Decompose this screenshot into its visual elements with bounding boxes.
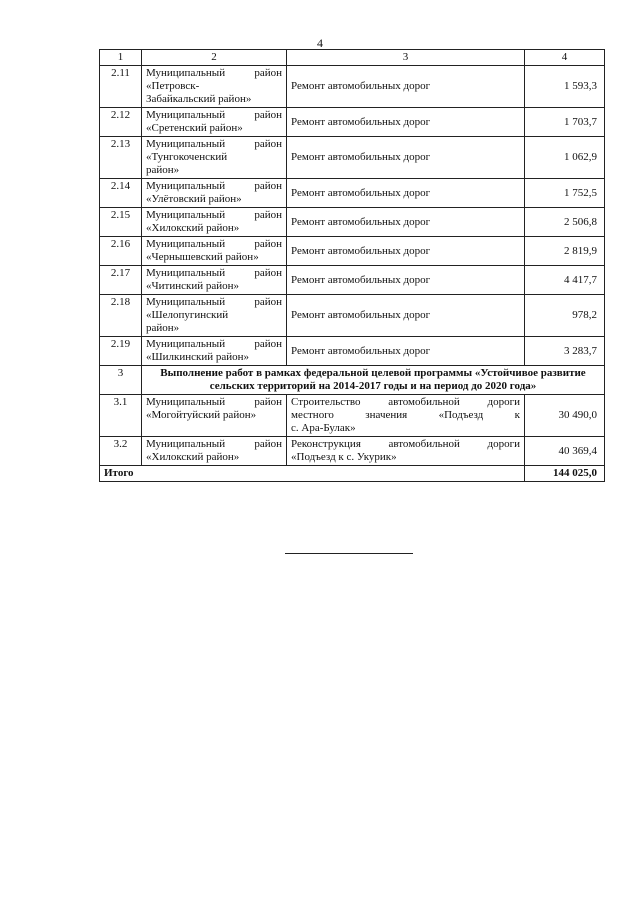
table-row <box>100 66 605 108</box>
district-line: район» <box>146 164 180 176</box>
table-row <box>100 295 605 337</box>
budget-table <box>99 49 605 482</box>
work-cell: Ремонт автомобильных дорог <box>287 237 525 266</box>
work-line: «Подъезд к с. Укурик» <box>291 451 397 463</box>
district-line: район» <box>146 322 180 334</box>
district-line: Муниципальный район <box>146 238 282 250</box>
district-line: Муниципальный район <box>146 296 282 308</box>
section-title: Выполнение работ в рамках федеральной целевой программы «Устойчивое развитие сельских территорий на 2014-2017 годы и на период до 2020 года» <box>142 366 605 395</box>
table-row <box>100 208 605 237</box>
row-number: 2.15 <box>100 208 142 237</box>
district-line: «Могойтуйский район» <box>146 409 257 421</box>
district-line: Муниципальный район <box>146 209 282 221</box>
district-cell <box>142 337 287 366</box>
district-line: Муниципальный район <box>146 338 282 350</box>
amount-cell: 2 819,9 <box>525 237 605 266</box>
work-cell: Ремонт автомобильных дорог <box>287 108 525 137</box>
district-cell <box>142 437 287 466</box>
header-cell: 4 <box>525 50 605 66</box>
table-row <box>100 266 605 295</box>
amount-cell: 30 490,0 <box>525 395 605 437</box>
work-line: Реконструкция автомобильной дороги <box>291 438 520 450</box>
district-cell <box>142 108 287 137</box>
table-header-row <box>100 50 605 66</box>
amount-cell: 1 703,7 <box>525 108 605 137</box>
work-line: Строительство автомобильной дороги <box>291 396 520 408</box>
district-line: «Хилокский район» <box>146 451 240 463</box>
work-cell <box>287 437 525 466</box>
work-cell: Ремонт автомобильных дорог <box>287 295 525 337</box>
district-cell <box>142 266 287 295</box>
district-line: «Чернышевский район» <box>146 251 259 263</box>
district-line: «Сретенский район» <box>146 122 243 134</box>
amount-cell: 2 506,8 <box>525 208 605 237</box>
table-row <box>100 137 605 179</box>
district-line: «Тунгокоченский <box>146 151 228 163</box>
total-row <box>100 466 605 482</box>
header-cell: 3 <box>287 50 525 66</box>
row-number: 2.16 <box>100 237 142 266</box>
row-number: 2.19 <box>100 337 142 366</box>
district-cell <box>142 179 287 208</box>
row-number: 2.14 <box>100 179 142 208</box>
district-line: Забайкальский район» <box>146 93 252 105</box>
row-number: 2.17 <box>100 266 142 295</box>
total-value: 144 025,0 <box>525 466 605 482</box>
row-number: 2.11 <box>100 66 142 108</box>
work-line: местного значения «Подъезд к <box>291 409 520 421</box>
district-line: Муниципальный район <box>146 267 282 279</box>
work-cell: Ремонт автомобильных дорог <box>287 208 525 237</box>
amount-cell: 3 283,7 <box>525 337 605 366</box>
district-cell <box>142 66 287 108</box>
row-number: 3.1 <box>100 395 142 437</box>
total-label: Итого <box>100 466 525 482</box>
district-line: Муниципальный район <box>146 109 282 121</box>
district-cell <box>142 208 287 237</box>
table-row <box>100 437 605 466</box>
district-line: «Петровск- <box>146 80 200 92</box>
district-line: Муниципальный район <box>146 138 282 150</box>
district-line: «Улётовский район» <box>146 193 242 205</box>
table-row <box>100 337 605 366</box>
district-cell <box>142 137 287 179</box>
work-cell: Ремонт автомобильных дорог <box>287 179 525 208</box>
district-line: «Хилокский район» <box>146 222 240 234</box>
section-number: 3 <box>100 366 142 395</box>
amount-cell: 978,2 <box>525 295 605 337</box>
district-line: «Шелопугинский <box>146 309 229 321</box>
amount-cell: 4 417,7 <box>525 266 605 295</box>
district-line: «Читинский район» <box>146 280 240 292</box>
work-cell: Ремонт автомобильных дорог <box>287 266 525 295</box>
end-divider-line <box>285 553 413 554</box>
work-cell: Ремонт автомобильных дорог <box>287 337 525 366</box>
district-line: Муниципальный район <box>146 180 282 192</box>
amount-cell: 1 593,3 <box>525 66 605 108</box>
district-line: Муниципальный район <box>146 396 282 408</box>
district-cell <box>142 395 287 437</box>
district-cell <box>142 295 287 337</box>
work-cell <box>287 395 525 437</box>
row-number: 2.13 <box>100 137 142 179</box>
work-cell: Ремонт автомобильных дорог <box>287 137 525 179</box>
work-line: с. Ара-Булак» <box>291 422 356 434</box>
district-line: Муниципальный район <box>146 67 282 79</box>
table-row <box>100 108 605 137</box>
work-cell: Ремонт автомобильных дорог <box>287 66 525 108</box>
amount-cell: 1 062,9 <box>525 137 605 179</box>
table-row <box>100 179 605 208</box>
amount-cell: 40 369,4 <box>525 437 605 466</box>
row-number: 2.12 <box>100 108 142 137</box>
district-line: Муниципальный район <box>146 438 282 450</box>
row-number: 3.2 <box>100 437 142 466</box>
row-number: 2.18 <box>100 295 142 337</box>
district-line: «Шилкинский район» <box>146 351 249 363</box>
amount-cell: 1 752,5 <box>525 179 605 208</box>
page-number: 4 <box>317 36 323 50</box>
district-cell <box>142 237 287 266</box>
table-row <box>100 237 605 266</box>
table-row <box>100 395 605 437</box>
header-cell: 2 <box>142 50 287 66</box>
header-cell: 1 <box>100 50 142 66</box>
section-row <box>100 366 605 395</box>
